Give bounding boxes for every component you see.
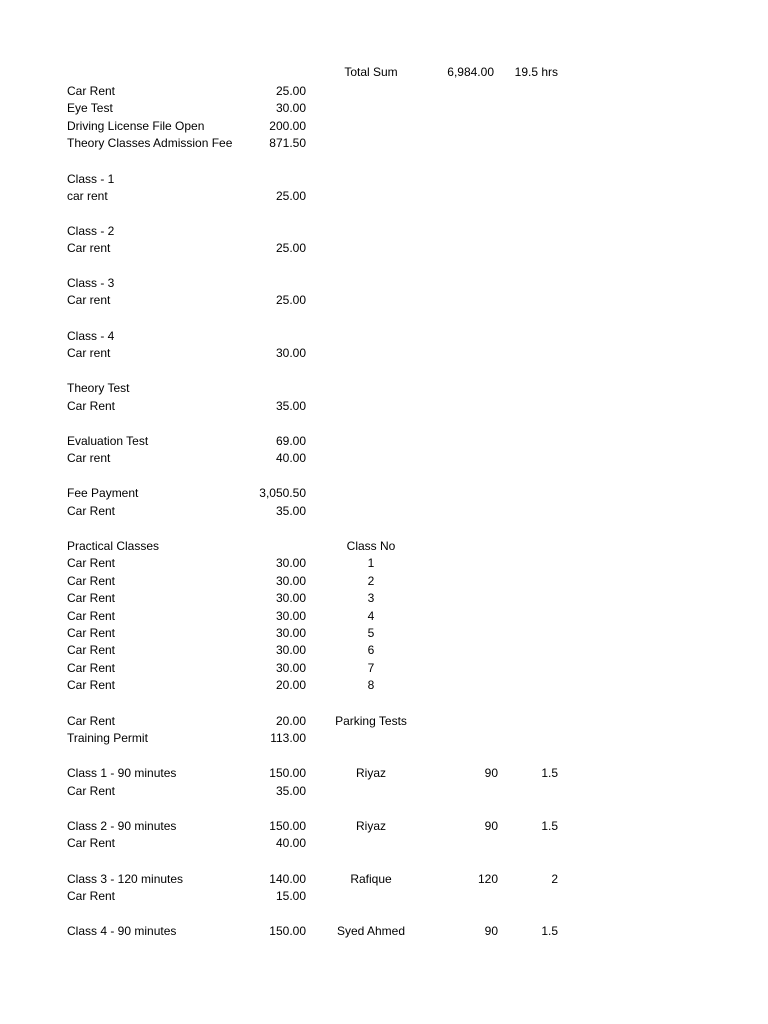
table-row xyxy=(0,660,768,677)
row-amount: 25.00 xyxy=(275,189,306,203)
class-number: 2 xyxy=(367,574,375,588)
row-amount: 30.00 xyxy=(275,101,306,115)
table-row xyxy=(0,380,768,397)
table-row xyxy=(0,818,768,835)
row-amount: 150.00 xyxy=(269,766,306,780)
row-label: Class 2 - 90 minutes xyxy=(67,819,177,833)
row-label: Car Rent xyxy=(67,784,116,798)
row-amount: 40.00 xyxy=(275,451,306,465)
instructor-name: Syed Ahmed xyxy=(336,924,406,938)
summary-row xyxy=(0,64,768,81)
table-row xyxy=(0,450,768,467)
row-label: Car Rent xyxy=(67,661,116,675)
row-label: Class 1 - 90 minutes xyxy=(67,766,177,780)
row-amount: 35.00 xyxy=(275,784,306,798)
row-label: Class - 3 xyxy=(67,276,115,290)
table-row xyxy=(0,398,768,415)
row-label: Fee Payment xyxy=(67,486,139,500)
row-label: Class 3 - 120 minutes xyxy=(67,872,184,886)
row-label: Car Rent xyxy=(67,889,116,903)
table-row xyxy=(0,275,768,292)
class-number: 8 xyxy=(367,678,375,692)
class-minutes: 90 xyxy=(484,924,498,938)
row-amount: 20.00 xyxy=(275,714,306,728)
row-label: Car Rent xyxy=(67,574,116,588)
class-hours: 1.5 xyxy=(541,819,558,833)
table-row xyxy=(0,888,768,905)
total-sum-amount: 6,984.00 xyxy=(447,65,494,79)
row-label: Driving License File Open xyxy=(67,119,205,133)
table-row xyxy=(0,223,768,240)
row-label: Car Rent xyxy=(67,609,116,623)
table-row xyxy=(0,730,768,747)
row-amount: 3,050.50 xyxy=(259,486,306,500)
row-label: Car Rent xyxy=(67,714,116,728)
row-amount: 150.00 xyxy=(269,819,306,833)
table-row xyxy=(0,100,768,117)
class-hours: 2 xyxy=(551,872,558,886)
table-row xyxy=(0,783,768,800)
total-sum-hours: 19.5 hrs xyxy=(514,65,558,79)
table-row xyxy=(0,433,768,450)
row-amount: 25.00 xyxy=(275,84,306,98)
table-row xyxy=(0,642,768,659)
table-row xyxy=(0,485,768,502)
class-number: 6 xyxy=(367,643,375,657)
row-label: Car rent xyxy=(67,451,111,465)
class-hours: 1.5 xyxy=(541,766,558,780)
row-label: Practical Classes xyxy=(67,539,160,553)
class-hours: 1.5 xyxy=(541,924,558,938)
table-row xyxy=(0,835,768,852)
row-amount: 200.00 xyxy=(269,119,306,133)
row-amount: 40.00 xyxy=(275,836,306,850)
row-amount: 30.00 xyxy=(275,661,306,675)
row-label: Car Rent xyxy=(67,643,116,657)
row-label: Car Rent xyxy=(67,556,116,570)
instructor-name: Riyaz xyxy=(355,766,386,780)
row-amount: 30.00 xyxy=(275,556,306,570)
class-number: 3 xyxy=(367,591,375,605)
row-label: Eye Test xyxy=(67,101,113,115)
table-row xyxy=(0,240,768,257)
row-amount: 15.00 xyxy=(275,889,306,903)
table-row xyxy=(0,135,768,152)
table-row xyxy=(0,677,768,694)
row-amount: 35.00 xyxy=(275,399,306,413)
row-amount: 30.00 xyxy=(275,346,306,360)
class-number: 1 xyxy=(367,556,375,570)
row-amount: 871.50 xyxy=(269,136,306,150)
table-row xyxy=(0,345,768,362)
class-number: 7 xyxy=(367,661,375,675)
row-amount: 30.00 xyxy=(275,609,306,623)
table-row xyxy=(0,573,768,590)
row-amount: 113.00 xyxy=(270,731,306,745)
table-row xyxy=(0,83,768,100)
row-label: Training Permit xyxy=(67,731,148,745)
class-number: 5 xyxy=(367,626,375,640)
row-amount: 25.00 xyxy=(275,241,306,255)
row-label: Theory Classes Admission Fee xyxy=(67,136,233,150)
row-label: Car Rent xyxy=(67,399,116,413)
table-row xyxy=(0,292,768,309)
row-amount: 30.00 xyxy=(275,591,306,605)
row-amount: 150.00 xyxy=(269,924,306,938)
row-label: car rent xyxy=(67,189,108,203)
row-label: Car Rent xyxy=(67,836,116,850)
class-minutes: 90 xyxy=(484,766,498,780)
row-label: Car Rent xyxy=(67,591,116,605)
row-amount: 30.00 xyxy=(275,643,306,657)
table-row xyxy=(0,765,768,782)
instructor-name: Rafique xyxy=(350,872,392,886)
table-row xyxy=(0,590,768,607)
row-label: Class - 4 xyxy=(67,329,115,343)
class-minutes: 120 xyxy=(477,872,498,886)
row-label: Evaluation Test xyxy=(67,434,149,448)
row-label: Class - 1 xyxy=(67,172,115,186)
table-row xyxy=(0,328,768,345)
row-amount: 69.00 xyxy=(275,434,306,448)
table-row xyxy=(0,608,768,625)
row-amount: 140.00 xyxy=(269,872,306,886)
row-label: Class - 2 xyxy=(67,224,115,238)
row-label: Class 4 - 90 minutes xyxy=(67,924,177,938)
row-amount: 30.00 xyxy=(275,574,306,588)
row-label: Car Rent xyxy=(67,84,116,98)
row-amount: 35.00 xyxy=(275,504,306,518)
row-amount: 25.00 xyxy=(275,293,306,307)
row-label: Car rent xyxy=(67,346,111,360)
table-row xyxy=(0,188,768,205)
table-row xyxy=(0,923,768,940)
class-no-header: Class No xyxy=(346,539,396,553)
table-row xyxy=(0,871,768,888)
table-row xyxy=(0,538,768,555)
row-label: Car rent xyxy=(67,293,111,307)
row-amount: 30.00 xyxy=(275,626,306,640)
table-row xyxy=(0,713,768,730)
row-label: Car Rent xyxy=(67,678,116,692)
parking-tests-label: Parking Tests xyxy=(335,714,407,728)
total-sum-label: Total Sum xyxy=(344,65,398,79)
row-label: Car Rent xyxy=(67,626,116,640)
row-label: Theory Test xyxy=(67,381,130,395)
table-row xyxy=(0,555,768,572)
row-label: Car rent xyxy=(67,241,111,255)
row-amount: 20.00 xyxy=(275,678,306,692)
class-number: 4 xyxy=(367,609,375,623)
table-row xyxy=(0,171,768,188)
table-row xyxy=(0,118,768,135)
class-minutes: 90 xyxy=(484,819,498,833)
row-label: Car Rent xyxy=(67,504,116,518)
table-row xyxy=(0,503,768,520)
table-row xyxy=(0,625,768,642)
instructor-name: Riyaz xyxy=(355,819,386,833)
